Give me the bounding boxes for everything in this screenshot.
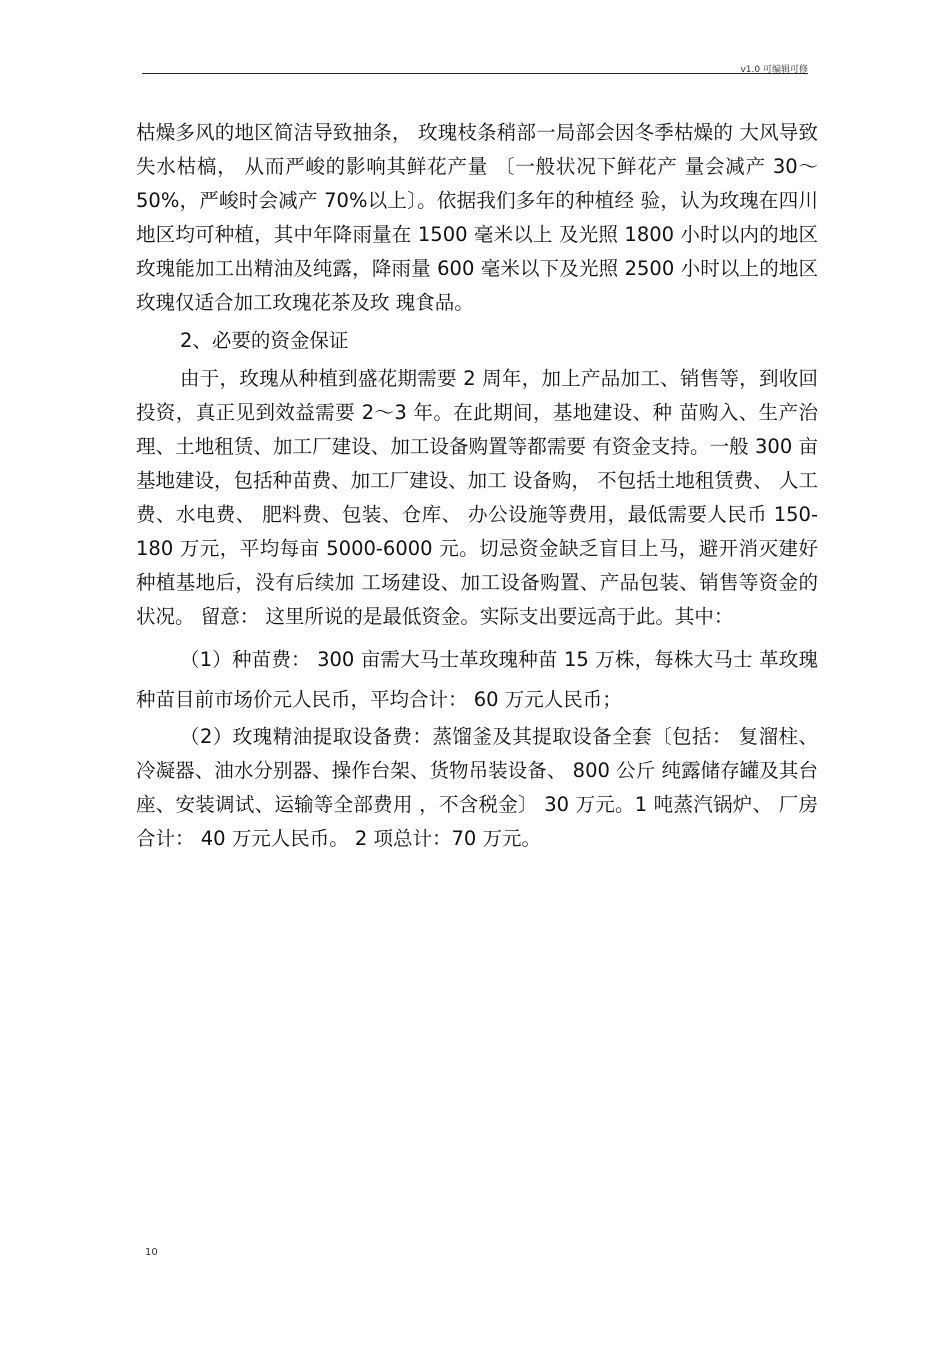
header-divider: [142, 73, 808, 74]
paragraph-climate: 枯燥多风的地区简洁导致抽条， 玫瑰枝条稍部一局部会因冬季枯燥的 大风导致失水枯槁， 从而严峻的影响其鲜花产量 〔一般状况下鲜花产 量会减产 30～ 50%，严峻时会减产 70%以上〕。依据我们多年的种植经 验，认为玫瑰在四川地区均可种植，其中年降雨量在 1500 毫米以上 及光照 1800 小时以内的地区玫瑰能加工出精油及纯露，降雨量 600 毫米以下及光照 2500 小时以上的地区玫瑰仅适合加工玫瑰花茶及玫 瑰食品。: [136, 121, 818, 314]
section-heading-funding: 2、必要的资金保证: [180, 329, 349, 352]
list-item-equipment-cost: （2）玫瑰精油提取设备费：蒸馏釜及其提取设备全套〔包括： 复溜柱、冷凝器、油水分别器、操作台架、货物吊装设备、 800 公斤 纯露储存罐及其台座、安装调试、运输等全部费用 ，不含税金〕 30 万元。1 吨蒸汽锅炉、 厂房合计： 40 万元人民币。 2 项总计：70 万元。: [136, 725, 818, 850]
paragraph-funding: 由于，玫瑰从种植到盛花期需要 2 周年，加上产品加工、销售等，到收回投资，真正见到效益需要 2～3 年。在此期间，基地建设、种 苗购入、生产治理、土地租赁、加工厂建设、加工设备购置等都需要 有资金支持。一般 300 亩基地建设，包括种苗费、加工厂建设、加工 设备购， 不包括土地租赁费、 人工费、水电费、 肥料费、包装、仓库、 办公设施等费用，最低需要人民币 150-180 万元，平均每亩 5000-6000 元。切忌资金缺乏盲目上马，避开消灭建好种植基地后，没有后续加 工场建设、加工设备购置、产品包装、销售等资金的状况。 留意： 这里所说的是最低资金。实际支出要远高于此。其中：: [136, 367, 818, 628]
page-number: 10: [145, 1247, 158, 1258]
header-version-label: v1.0 可编辑可修: [740, 65, 808, 75]
document-body: [136, 116, 818, 856]
list-item-seedling-cost: （1）种苗费： 300 亩需大马士革玫瑰种苗 15 万株，每株大马士 革玫瑰种苗目前市场价元人民币，平均合计： 60 万元人民币；: [136, 648, 818, 711]
